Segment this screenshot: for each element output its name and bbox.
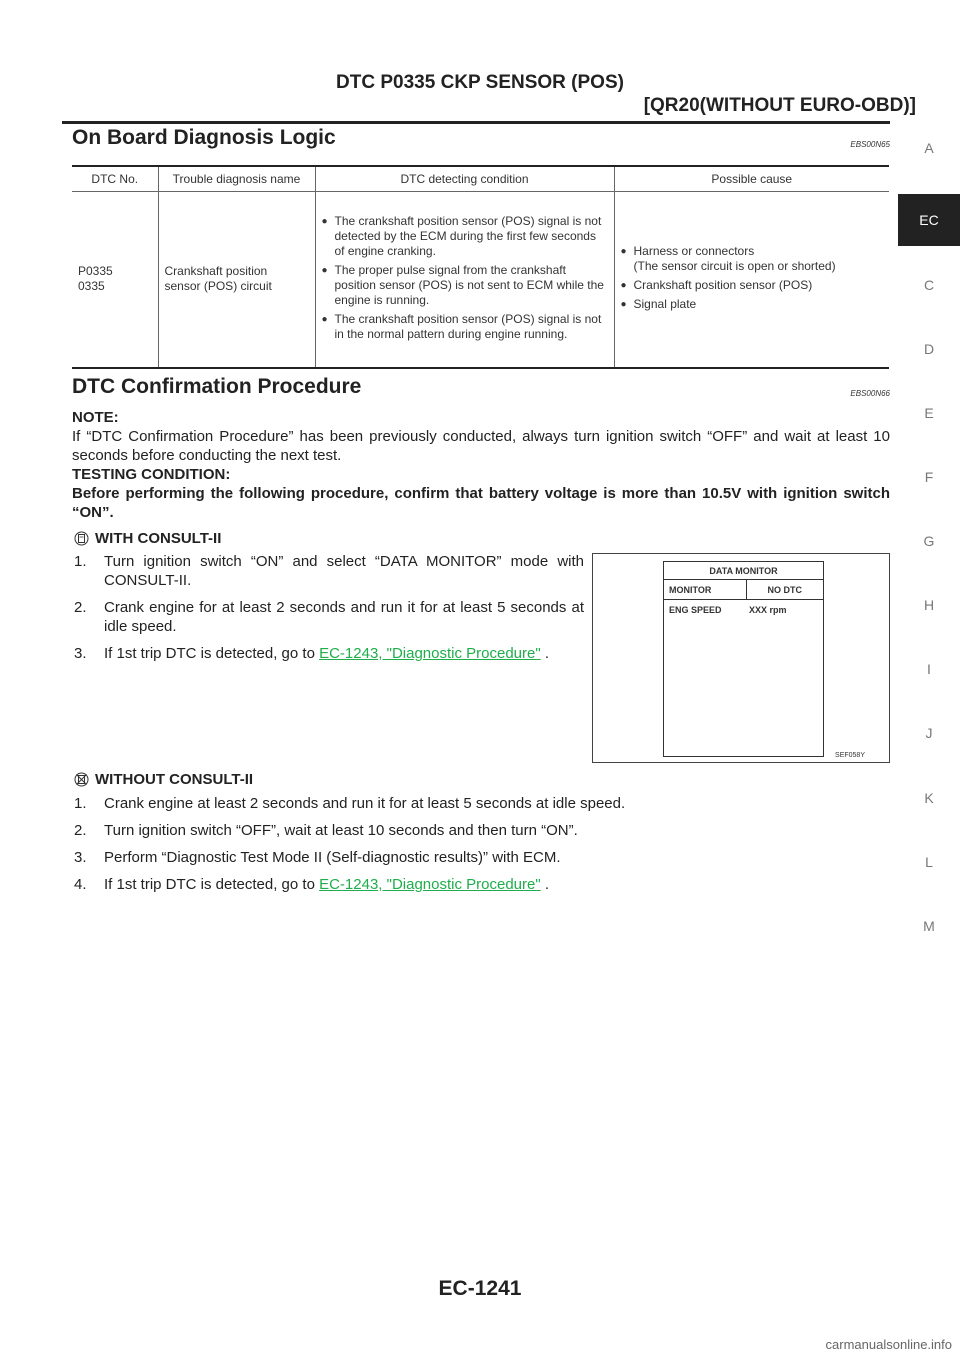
side-index-i[interactable]: I [927,661,931,677]
section-code-diagnosis-logic: EBS00N65 [850,140,890,149]
diagnostic-procedure-link[interactable]: EC-1243, "Diagnostic Procedure" [319,876,541,893]
consult-screen [663,561,824,757]
list-item [74,794,890,813]
side-index-c[interactable]: C [923,277,935,293]
side-index-g[interactable]: G [923,533,935,549]
diagnostic-procedure-link[interactable]: EC-1243, "Diagnostic Procedure" [319,645,541,662]
cause-line: ● Harness or connectors [633,244,755,259]
page-number: EC-1241 [438,1277,522,1300]
step-text: If 1st trip DTC is detected, go to [104,645,320,662]
table-header-cell: DTC detecting condition [315,166,614,191]
screen-dtc-status: NO DTC [746,580,824,599]
trouble-name-line: sensor (POS) circuit [164,279,272,294]
page-header-subtitle: [QR20(WITHOUT EURO-OBD)] [643,95,916,116]
without-consult-heading-text: WITHOUT CONSULT-II [95,771,254,788]
with-consult-heading [74,530,221,547]
step-number: 1. [74,795,87,812]
figure-code: SEF058Y [835,752,865,759]
dtc-number: P0335 [78,264,113,279]
step-number: 4. [74,876,87,893]
step-text: If 1st trip DTC is detected, go to [104,876,320,893]
step-text: Turn ignition switch “ON” and select “DATA MONITOR” mode with CONSULT-II. [104,553,584,589]
side-index-h[interactable]: H [923,597,935,613]
with-consult-steps [74,552,584,671]
step-number: 3. [74,645,87,662]
step-text: Turn ignition switch “OFF”, wait at least 10 seconds and then turn “ON”. [104,822,578,839]
step-number: 3. [74,849,87,866]
dtc-number-cell [72,191,158,368]
screen-item-name: ENG SPEED [669,605,722,615]
side-index-f[interactable]: F [924,469,934,485]
without-consult-steps [74,794,890,902]
screen-title: DATA MONITOR [664,562,823,580]
no-consult-tool-icon [74,772,89,787]
dtc-table [72,165,889,369]
possible-cause-cell [614,191,889,368]
cause-line: (The sensor circuit is open or shorted) [633,259,836,274]
list-item [74,644,584,663]
screen-item-value: XXX rpm [749,605,787,615]
step-number: 2. [74,599,87,616]
side-index-l[interactable]: L [925,854,933,870]
section-title-confirmation-procedure: DTC Confirmation Procedure [72,375,362,398]
list-item: ● Signal plate [621,297,884,312]
list-item [74,848,890,867]
side-index-e[interactable]: E [924,405,934,421]
side-index-ec[interactable]: EC [898,194,960,246]
screen-value-row [664,600,823,620]
screen-header-row [664,580,823,600]
list-item [74,598,584,636]
side-index-a[interactable]: A [924,140,934,156]
list-item [74,552,584,590]
list-item [74,821,890,840]
footer-watermark: carmanualsonline.info [825,1337,952,1352]
step-number: 1. [74,553,87,570]
list-item [74,875,890,894]
side-index-d[interactable]: D [923,341,935,357]
table-header-cell: Possible cause [614,166,889,191]
detecting-condition-cell [315,191,614,368]
screen-monitor-label: MONITOR [669,585,712,595]
list-item: ● The crankshaft position sensor (POS) signal is not detected by the ECM during the first few seconds of engine cranking. [322,214,608,259]
consult-tool-icon [74,531,89,546]
step-text: Perform “Diagnostic Test Mode II (Self-diagnostic results)” with ECM. [104,849,561,866]
step-number: 2. [74,822,87,839]
trouble-name-line: Crankshaft position [164,264,268,279]
side-index-m[interactable]: M [923,918,935,934]
side-index-j[interactable]: J [925,725,933,741]
table-header-row [72,166,889,191]
page-header-title: DTC P0335 CKP SENSOR (POS) [336,72,624,93]
list-item: ● The crankshaft position sensor (POS) signal is not in the normal pattern during engine running. [322,312,608,342]
table-header-cell: Trouble diagnosis name [158,166,315,191]
testing-condition-text: Before performing the following procedure, confirm that battery voltage is more than 10.5V with ignition switch “ON”. [72,485,890,521]
list-item [621,244,884,274]
section-title-diagnosis-logic: On Board Diagnosis Logic [72,126,336,149]
step-text: Crank engine at least 2 seconds and run it for at least 5 seconds at idle speed. [104,795,626,812]
section-code-confirmation-procedure: EBS00N66 [850,389,890,398]
step-text: . [540,645,550,662]
step-text: . [540,876,550,893]
list-item: ● Crankshaft position sensor (POS) [621,278,884,293]
list-item: ● The proper pulse signal from the crankshaft position sensor (POS) is not sent to ECM while the engine is running. [322,263,608,308]
without-consult-heading [74,771,253,788]
table-header-cell: DTC No. [72,166,158,191]
note-text: If “DTC Confirmation Procedure” has been previously conducted, always turn ignition switch “OFF” and wait at least 10 seconds before conducting the next test. [72,428,890,464]
header-rule [62,121,890,124]
side-index-k[interactable]: K [924,790,934,806]
data-monitor-figure [592,553,890,763]
step-text: Crank engine for at least 2 seconds and run it for at least 5 seconds at idle speed. [104,599,584,635]
dtc-number-alt: 0335 [78,279,105,294]
note-label: NOTE: [72,409,119,426]
testing-condition-label: TESTING CONDITION: [72,466,231,483]
trouble-name-cell [158,191,315,368]
note-block [72,408,890,522]
with-consult-heading-text: WITH CONSULT-II [95,530,222,547]
table-row [72,191,889,368]
